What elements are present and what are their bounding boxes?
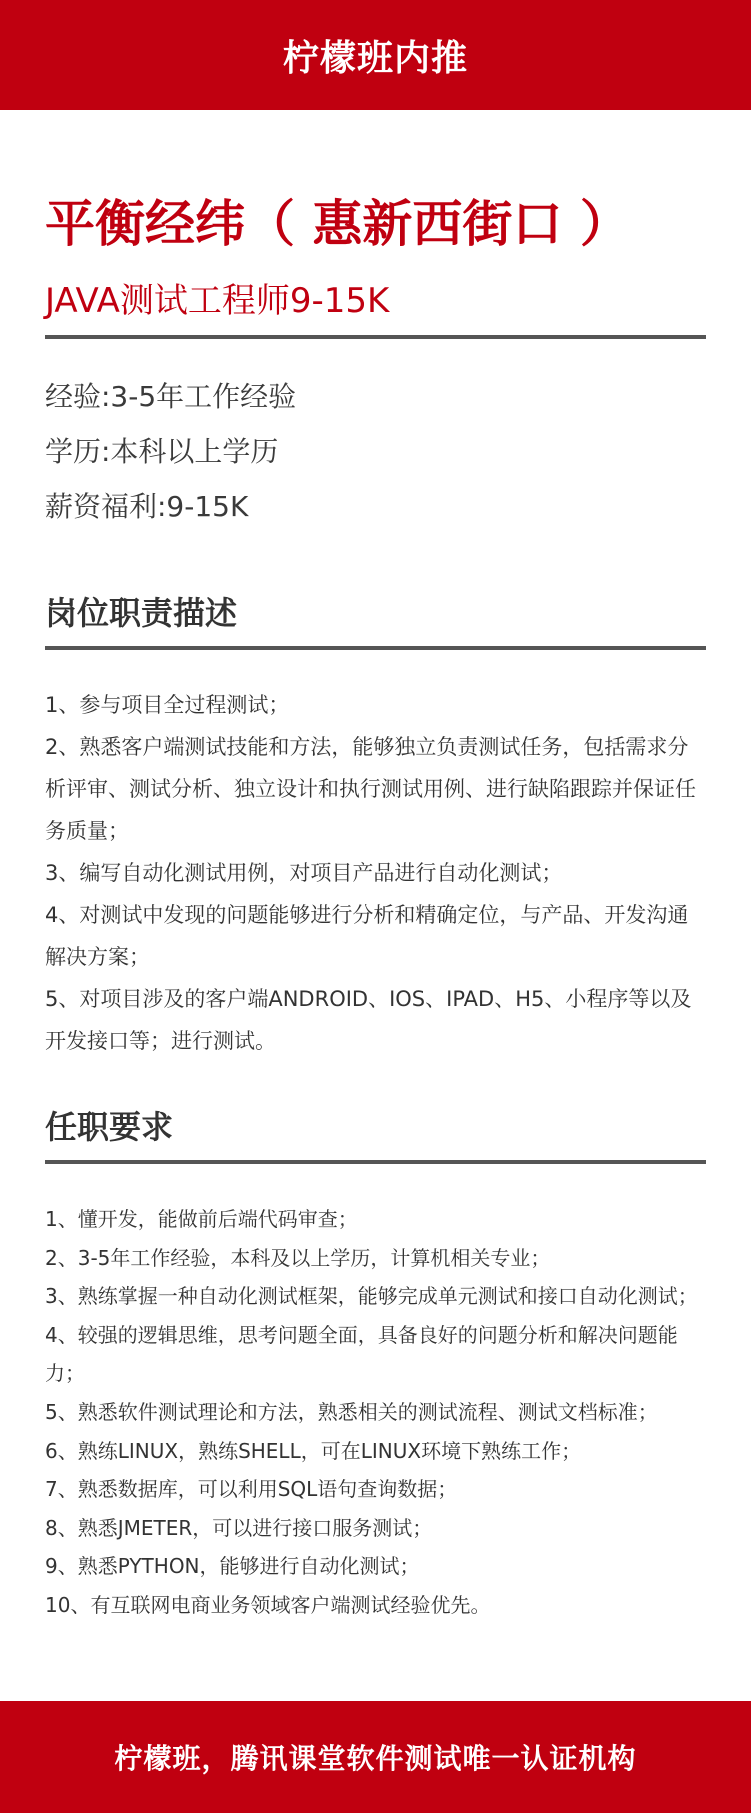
list-item: 5、对项目涉及的客户端ANDROID、IOS、IPAD、H5、小程序等以及开发接口等；进行测试。 — [45, 987, 692, 1053]
top-banner — [0, 0, 751, 110]
duties-list — [45, 684, 706, 1062]
requirements-heading: 任职要求 — [45, 1108, 174, 1146]
list-item: 1、懂开发，能做前后端代码审查； — [45, 1207, 358, 1231]
list-item: 7、熟悉数据库，可以利用SQL语句查询数据； — [45, 1477, 458, 1502]
list-item: 9、熟悉PYTHON，能够进行自动化测试； — [45, 1554, 420, 1579]
list-item: 4、较强的逻辑思维，思考问题全面，具备良好的问题分析和解决问题能力； — [45, 1322, 678, 1386]
company-title: 平衡经纬（ 惠新西街口 ） — [45, 195, 630, 253]
duties-heading: 岗位职责描述 — [45, 594, 238, 632]
experience-line: 经验:3-5年工作经验 — [45, 380, 297, 413]
list-item: 1、参与项目全过程测试； — [45, 693, 290, 717]
list-item: 3、熟练掌握一种自动化测试框架，能够完成单元测试和接口自动化测试； — [45, 1284, 698, 1309]
requirements-section — [45, 1106, 706, 1625]
footer-slogan: 柠檬班，腾讯课堂软件测试唯一认证机构 — [114, 1742, 637, 1775]
education-line: 学历:本科以上学历 — [45, 435, 279, 468]
list-item: 10、有互联网电商业务领域客户端测试经验优先。 — [45, 1592, 491, 1617]
list-item: 4、对测试中发现的问题能够进行分析和精确定位，与产品、开发沟通解决方案； — [45, 903, 689, 969]
basic-info — [45, 369, 706, 534]
list-item: 8、熟悉JMETER，可以进行接口服务测试； — [45, 1515, 433, 1540]
list-item: 5、熟悉软件测试理论和方法，熟悉相关的测试流程、测试文档标准； — [45, 1399, 658, 1424]
job-title: JAVA测试工程师9-15K — [45, 281, 390, 321]
list-item: 2、熟悉客户端测试技能和方法，能够独立负责测试任务，包括需求分析评审、测试分析、独立设计和执行测试用例、进行缺陷跟踪并保证任务质量； — [45, 735, 696, 843]
list-item: 6、熟练LINUX，熟练SHELL，可在LINUX环境下熟练工作； — [45, 1438, 582, 1463]
banner-title: 柠檬班内推 — [282, 37, 468, 79]
salary-line: 薪资福利:9-15K — [45, 490, 249, 523]
requirements-divider — [45, 1160, 706, 1164]
list-item: 2、3-5年工作经验，本科及以上学历，计算机相关专业； — [45, 1245, 551, 1270]
requirements-list — [45, 1200, 706, 1625]
bottom-banner — [0, 1701, 751, 1813]
job-posting — [45, 110, 706, 1625]
duties-divider — [45, 646, 706, 650]
list-item: 3、编写自动化测试用例，对项目产品进行自动化测试； — [45, 861, 563, 885]
duties-section — [45, 592, 706, 1062]
title-divider — [45, 335, 706, 339]
